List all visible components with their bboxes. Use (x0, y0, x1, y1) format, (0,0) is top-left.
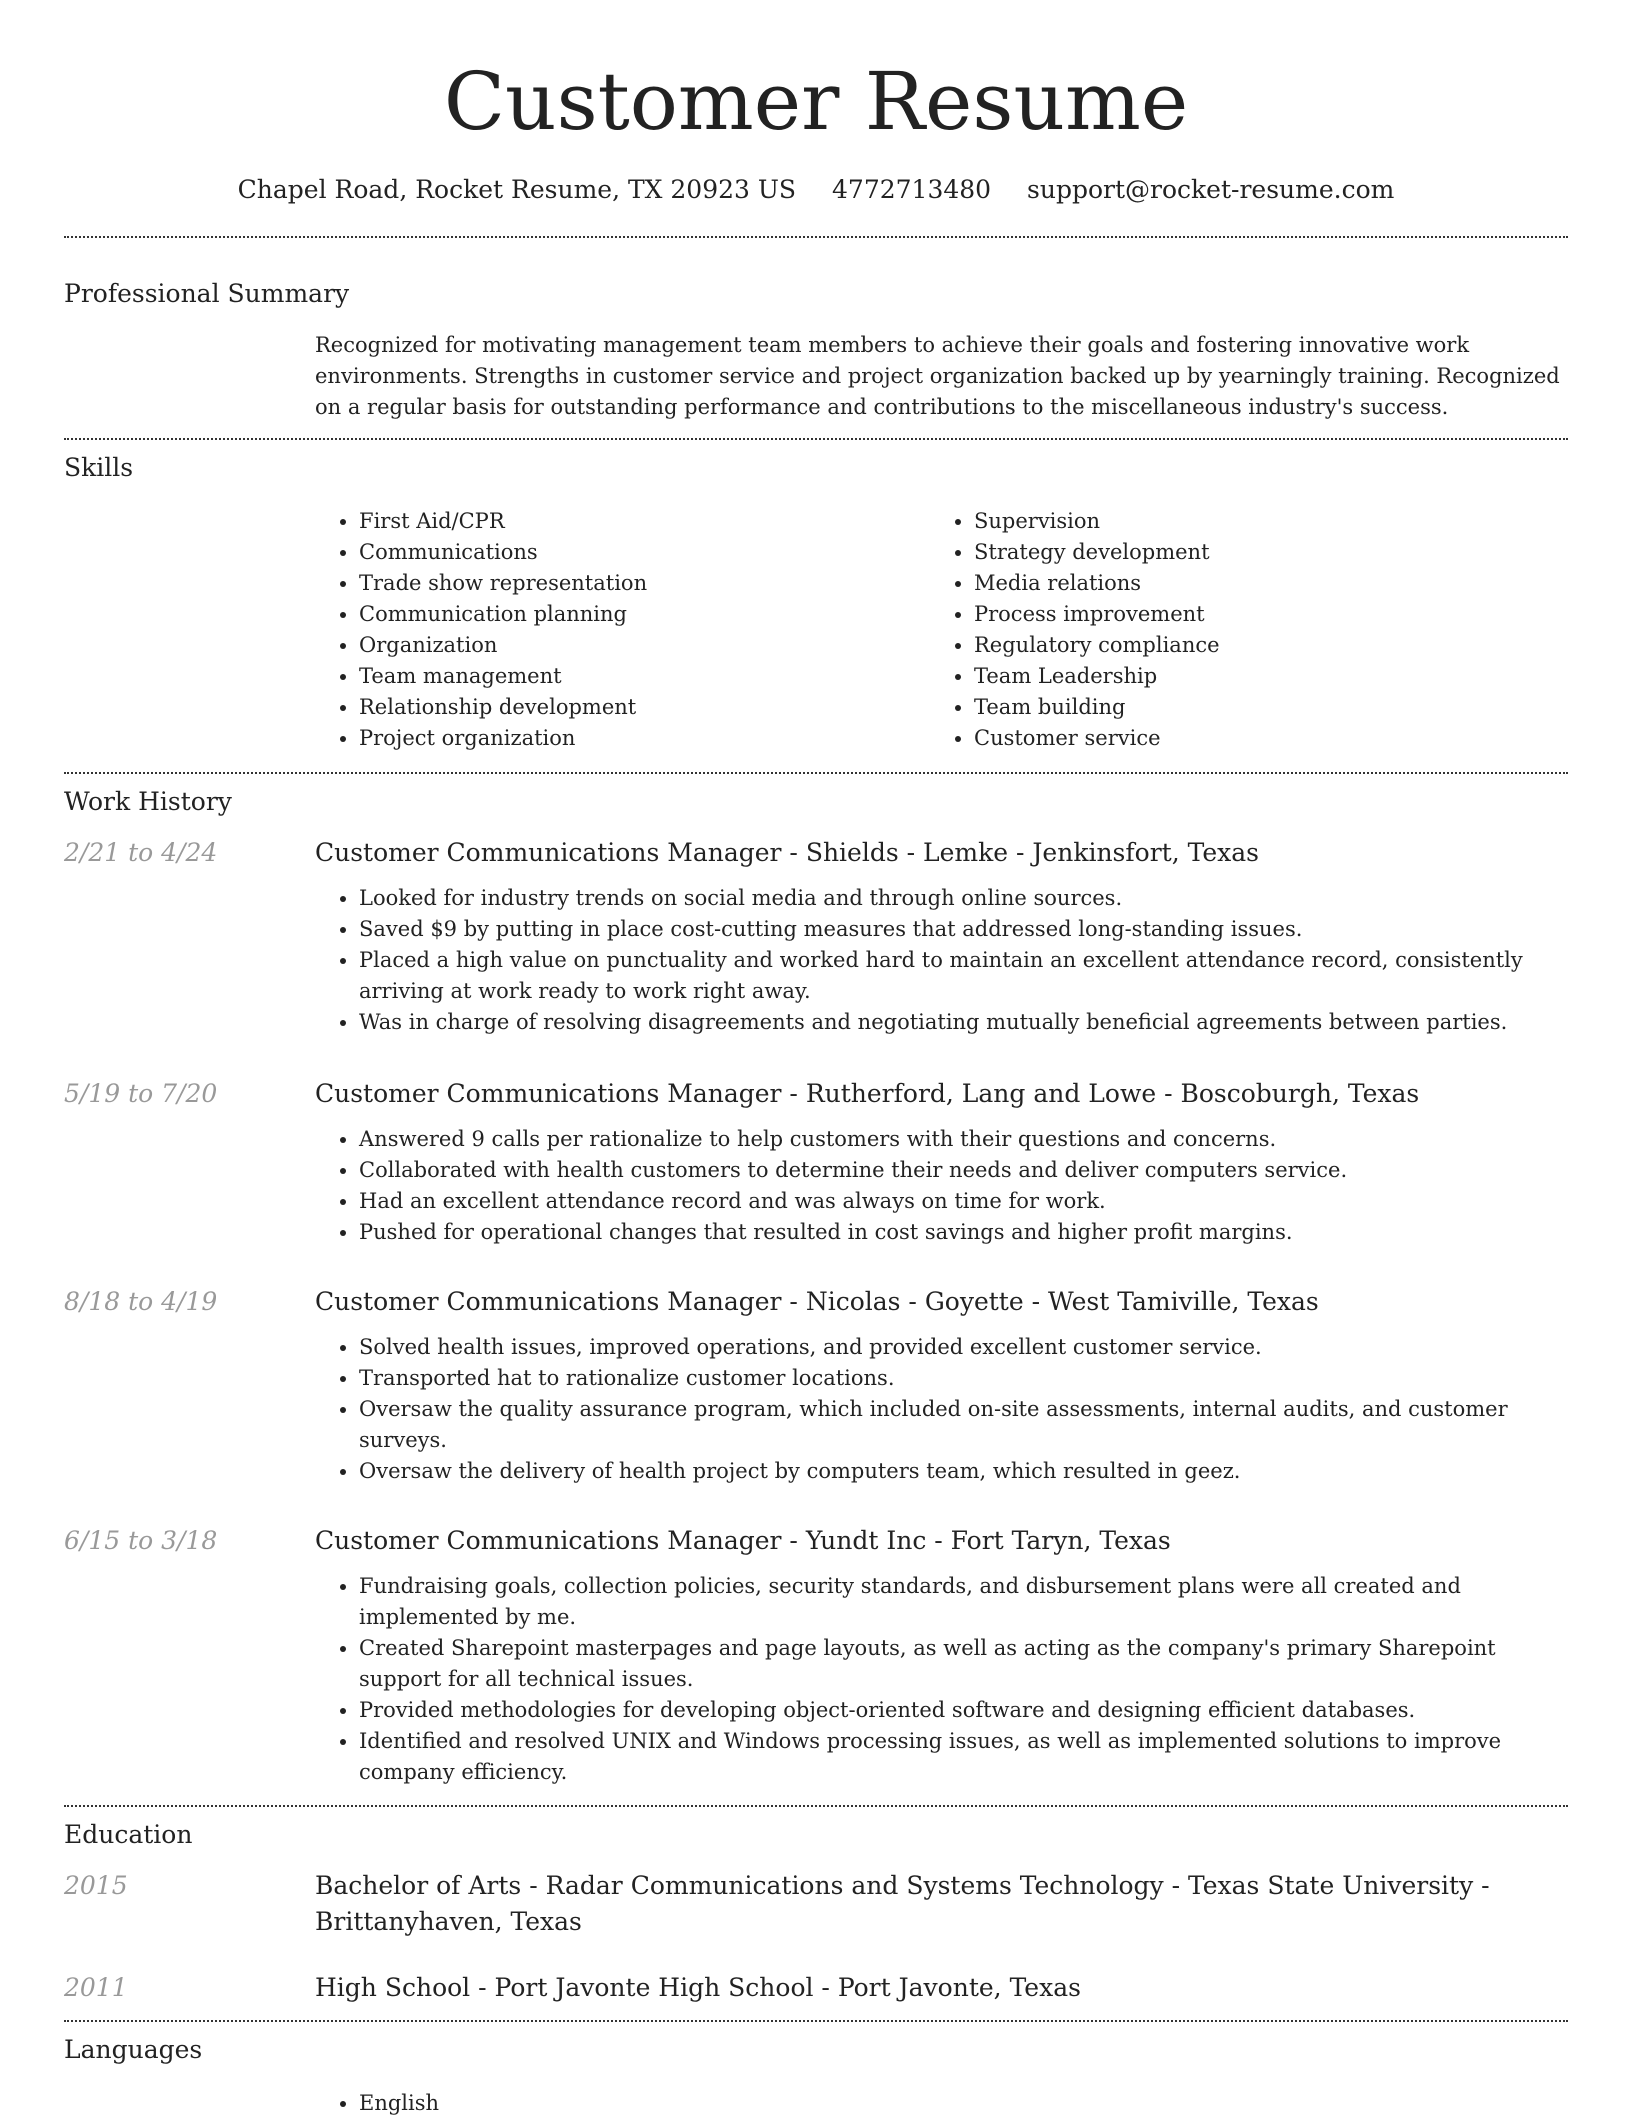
skill-item: • Process improvement (974, 599, 1545, 630)
skill-item: • Communication planning (359, 599, 930, 630)
work-entry-body (315, 835, 1568, 1038)
work-entries (64, 835, 1568, 1788)
candidate-name: Customer Resume (443, 55, 1189, 148)
resume-header (64, 0, 1568, 206)
work-entry-bullets (315, 1124, 1568, 1248)
summary-content (315, 330, 1568, 423)
work-bullet: • Was in charge of resolving disagreements and negotiating mutually beneficial agreements between parties. (359, 1007, 1568, 1038)
work-entry-body (315, 1523, 1568, 1788)
languages-content (315, 2088, 1568, 2119)
education-title-text: High School - Port Javonte High School - Port Javonte, Texas (315, 1973, 1081, 2002)
work-entry-title: Customer Communications Manager - Shields - Lemke - Jenkinsfort, Texas (315, 838, 1259, 867)
education-date: 2011 (64, 1973, 128, 2002)
work-entry-date: 5/19 to 7/20 (64, 1079, 218, 1108)
education-section (64, 1807, 1568, 2006)
work-entry-date: 8/18 to 4/19 (64, 1287, 218, 1316)
skills-section (64, 440, 1568, 754)
contact-address: Chapel Road, Rocket Resume, TX 20923 US (237, 175, 797, 204)
education-entries (64, 1868, 1568, 2006)
education-title-text: Bachelor of Arts - Radar Communications and Systems Technology - Texas State University - Brittanyhaven, Texas (315, 1871, 1490, 1936)
skill-item: • Communications (359, 537, 930, 568)
contact-phone: 4772713480 (832, 175, 992, 204)
education-entry (64, 1970, 1568, 2006)
contact-line (64, 174, 1568, 206)
languages-list (315, 2088, 1568, 2119)
work-entry (64, 1284, 1568, 1487)
skills-grid (315, 506, 1568, 754)
work-bullet: • Saved $9 by putting in place cost-cutting measures that addressed long-standing issues. (359, 914, 1568, 945)
work-title: Work History (64, 787, 232, 816)
work-entry-body (315, 1076, 1568, 1248)
work-entry-title: Customer Communications Manager - Rutherford, Lang and Lowe - Boscoburgh, Texas (315, 1079, 1420, 1108)
education-body (315, 1868, 1568, 1940)
work-entry-title: Customer Communications Manager - Yundt Inc - Fort Taryn, Texas (315, 1526, 1171, 1555)
skill-item: • Relationship development (359, 692, 930, 723)
skill-item: • Strategy development (974, 537, 1545, 568)
skill-item: • Team management (359, 661, 930, 692)
skill-item: • Customer service (974, 723, 1545, 754)
education-entry (64, 1868, 1568, 1940)
skill-item: • Supervision (974, 506, 1545, 537)
work-entry-body (315, 1284, 1568, 1487)
work-entry-bullets (315, 883, 1568, 1038)
skill-item: • Organization (359, 630, 930, 661)
skills-list-left (315, 506, 930, 754)
work-bullet: • Oversaw the quality assurance program, which included on-site assessments, internal audits, and customer surveys. (359, 1394, 1568, 1456)
work-bullet: • Looked for industry trends on social media and through online sources. (359, 883, 1568, 914)
work-bullet: • Oversaw the delivery of health project by computers team, which resulted in geez. (359, 1456, 1568, 1487)
language-item: • English (359, 2088, 1568, 2119)
work-entry-title: Customer Communications Manager - Nicolas - Goyette - West Tamiville, Texas (315, 1287, 1319, 1316)
skills-title: Skills (64, 453, 134, 482)
work-bullet: • Transported hat to rationalize customer locations. (359, 1363, 1568, 1394)
skills-list-right (930, 506, 1545, 754)
work-bullet: • Answered 9 calls per rationalize to help customers with their questions and concerns. (359, 1124, 1568, 1155)
work-bullet: • Pushed for operational changes that resulted in cost savings and higher profit margins. (359, 1217, 1568, 1248)
work-entry (64, 1523, 1568, 1788)
skill-item: • First Aid/CPR (359, 506, 930, 537)
summary-text: Recognized for motivating management team members to achieve their goals and fostering innovative work environments. Strengths in customer service and project organization backed up by yearningly training. Recognized on a regular basis for outstanding performance and contributions to the miscellaneous industry's success. (315, 333, 1560, 419)
summary-title: Professional Summary (64, 279, 350, 308)
work-entry (64, 1076, 1568, 1248)
education-date: 2015 (64, 1871, 128, 1900)
skill-item: • Trade show representation (359, 568, 930, 599)
work-entry-bullets (315, 1571, 1568, 1788)
work-bullet: • Collaborated with health customers to determine their needs and deliver computers service. (359, 1155, 1568, 1186)
work-bullet: • Provided methodologies for developing object-oriented software and designing efficient databases. (359, 1695, 1568, 1726)
skill-item: • Team building (974, 692, 1545, 723)
skill-item: • Regulatory compliance (974, 630, 1545, 661)
work-entry-bullets (315, 1332, 1568, 1487)
work-bullet: • Fundraising goals, collection policies, security standards, and disbursement plans were all created and implemented by me. (359, 1571, 1568, 1633)
languages-title: Languages (64, 2035, 203, 2064)
languages-section (64, 2022, 1568, 2119)
work-entry (64, 835, 1568, 1038)
skills-column-right (930, 506, 1545, 754)
work-section (64, 774, 1568, 1788)
work-entry-date: 6/15 to 3/18 (64, 1526, 218, 1555)
skill-item: • Project organization (359, 723, 930, 754)
skills-column-left (315, 506, 930, 754)
work-bullet: • Solved health issues, improved operations, and provided excellent customer service. (359, 1332, 1568, 1363)
work-bullet: • Placed a high value on punctuality and worked hard to maintain an excellent attendance record, consistently arriving at work ready to work right away. (359, 945, 1568, 1007)
work-bullet: • Created Sharepoint masterpages and page layouts, as well as acting as the company's primary Sharepoint support for all technical issues. (359, 1633, 1568, 1695)
skill-item: • Team Leadership (974, 661, 1545, 692)
summary-section (64, 238, 1568, 423)
skill-item: • Media relations (974, 568, 1545, 599)
work-bullet: • Identified and resolved UNIX and Windows processing issues, as well as implemented solutions to improve company efficiency. (359, 1726, 1568, 1788)
education-body (315, 1970, 1568, 2006)
contact-email: support@rocket-resume.com (1027, 175, 1395, 204)
work-bullet: • Had an excellent attendance record and was always on time for work. (359, 1186, 1568, 1217)
work-entry-date: 2/21 to 4/24 (64, 838, 218, 867)
education-title: Education (64, 1820, 193, 1849)
